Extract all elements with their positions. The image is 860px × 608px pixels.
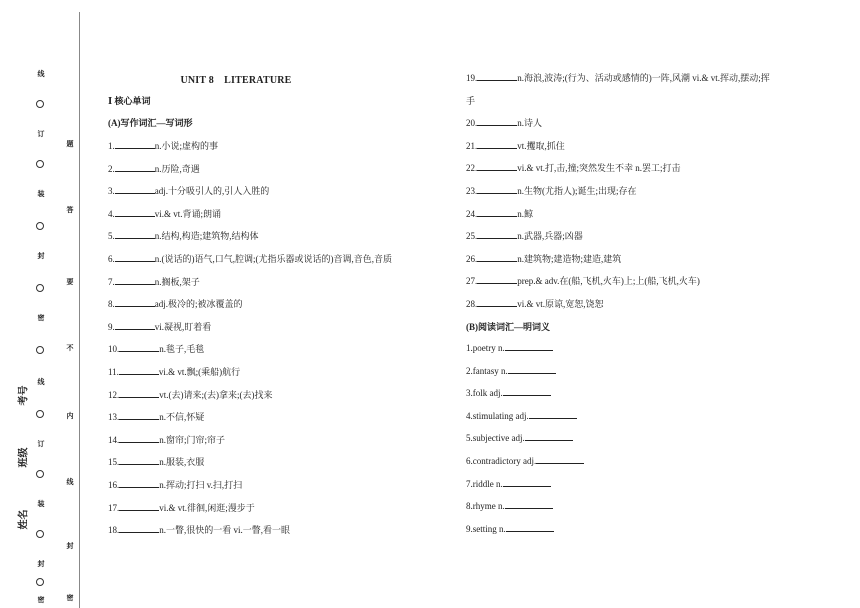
seal-char: 装: [37, 500, 45, 508]
warning-char: 不: [66, 344, 74, 352]
binding-margin: [0, 0, 80, 608]
reading-vocab-item: [466, 478, 551, 489]
vocab-item: [108, 455, 204, 468]
answer-blank[interactable]: [115, 253, 155, 262]
seal-char: 密: [37, 314, 45, 322]
reading-vocab-item: [466, 342, 553, 353]
answer-blank[interactable]: [115, 321, 155, 330]
answer-blank[interactable]: [115, 276, 155, 285]
reading-vocab-item: [466, 523, 554, 534]
seal-circle-icon: [36, 578, 44, 586]
vocab-item: [466, 297, 604, 310]
vocab-item: [466, 139, 565, 152]
item-definition: n.一瞥,很快的一看 vi.一瞥,看一眼: [159, 525, 291, 536]
reading-word: 7.riddle n.: [466, 478, 503, 489]
item-number: 15.: [108, 457, 120, 468]
item-number: 9.: [108, 321, 115, 332]
item-definition: vi.& vt.飘;(乘船)航行: [158, 367, 241, 377]
answer-blank[interactable]: [503, 387, 551, 396]
answer-blank[interactable]: [115, 185, 155, 194]
reading-vocab-item: [466, 410, 577, 421]
seal-circle-icon: [36, 160, 44, 168]
reading-word: 6.contradictory adj.: [466, 456, 537, 466]
student-info-column: [8, 0, 30, 608]
reading-word: 9.setting n.: [466, 523, 506, 534]
seal-circle-icon: [36, 222, 44, 230]
vocab-item: [108, 297, 243, 310]
vocab-item: [466, 229, 583, 242]
answer-blank[interactable]: [477, 162, 517, 171]
vocab-item: [108, 229, 259, 242]
item-definition: n.历险,奇遇: [154, 163, 200, 174]
item-definition: n.毯子,毛毯: [159, 344, 205, 355]
answer-blank[interactable]: [477, 117, 517, 126]
answer-blank[interactable]: [477, 208, 517, 217]
vocab-item: [466, 161, 681, 174]
vocab-item: [466, 274, 700, 287]
item-definition: prep.& adv.在(船,飞机,火车)上;上(船,飞机,火车): [517, 276, 700, 287]
reading-word: 5.subjective adj.: [466, 433, 525, 444]
core-words-heading: Ⅰ 核心单词: [108, 96, 151, 106]
item-definition: 手: [466, 95, 476, 106]
item-number: 22.: [466, 163, 478, 174]
vocab-item: [108, 162, 200, 175]
item-number: 12.: [108, 389, 120, 400]
vocab-item: [108, 410, 204, 423]
answer-blank[interactable]: [506, 523, 554, 532]
item-number: 8.: [108, 299, 115, 310]
item-definition: adj.极冷的;被冰覆盖的: [154, 299, 243, 310]
item-definition: n.(说话的)语气,口气,腔调;(尤指乐器或说话的)音调,音色,音质: [154, 254, 392, 264]
answer-blank[interactable]: [477, 185, 517, 194]
reading-word: 4.stimulating adj.: [466, 410, 529, 421]
answer-blank[interactable]: [119, 479, 159, 488]
name-label: 姓名: [18, 509, 30, 530]
answer-blank[interactable]: [119, 389, 159, 398]
answer-blank[interactable]: [119, 343, 159, 352]
item-definition: vi.& vt.背诵;朗诵: [154, 208, 222, 219]
seal-char: 线: [37, 70, 45, 78]
item-number: 3.: [108, 186, 115, 197]
item-definition: n.武器,兵器;凶器: [517, 231, 583, 242]
answer-blank[interactable]: [119, 411, 159, 420]
item-definition: n.建筑物;建造物;建造,建筑: [517, 253, 622, 264]
item-number: 21.: [466, 140, 478, 151]
item-definition: adj.十分吸引人的,引人入胜的: [154, 186, 270, 197]
reading-vocab-item: [466, 432, 573, 443]
item-definition: vi.& vt.原谅,宽恕,饶恕: [517, 299, 604, 309]
answer-blank[interactable]: [503, 478, 551, 487]
item-definition: vi.凝视,盯着看: [154, 321, 212, 332]
item-number: 20.: [466, 118, 478, 129]
answer-blank[interactable]: [119, 366, 159, 375]
seal-char: 封: [37, 252, 45, 260]
item-definition: vt.攫取,抓住: [517, 140, 565, 151]
seal-line-column: [32, 0, 50, 608]
item-definition: n.结构,构造;建筑物,结构体: [154, 231, 259, 242]
answer-blank[interactable]: [505, 342, 553, 351]
vocab-item: [108, 275, 200, 288]
warning-char: 要: [66, 278, 74, 286]
reading-vocab-item: [466, 365, 556, 376]
answer-blank[interactable]: [119, 524, 159, 533]
vocab-item: [466, 116, 542, 129]
warning-char: 线: [66, 478, 74, 486]
answer-blank[interactable]: [477, 230, 517, 239]
no-answer-warning-column: [64, 0, 76, 608]
vocab-item: [108, 342, 204, 355]
seal-char: 订: [37, 130, 45, 138]
reading-word: 8.rhyme n.: [466, 501, 505, 512]
seal-char: 装: [37, 190, 45, 198]
vocab-item: [108, 184, 269, 197]
seal-circle-icon: [36, 284, 44, 292]
item-number: 13.: [108, 412, 120, 423]
warning-char: 题: [66, 140, 74, 148]
seal-circle-icon: [36, 410, 44, 418]
item-number: 26.: [466, 253, 478, 264]
item-definition: n.不信,怀疑: [159, 412, 205, 423]
item-definition: vi.& vt.打,击,撞;突然发生不幸 n.罢工;打击: [517, 163, 681, 174]
answer-blank[interactable]: [115, 140, 155, 149]
answer-blank[interactable]: [119, 502, 159, 511]
item-number: 4.: [108, 208, 115, 219]
item-number: 10.: [108, 344, 120, 355]
item-number: 11.: [108, 367, 119, 377]
reading-vocab-item: [466, 500, 553, 511]
item-definition: n.窗帘;门帘;帘子: [159, 434, 226, 445]
item-number: 7.: [108, 276, 115, 287]
answer-blank[interactable]: [477, 275, 517, 284]
binding-line: [79, 12, 80, 608]
seal-char: 订: [37, 440, 45, 448]
item-definition: n.搁板,架子: [154, 276, 200, 287]
vocab-item: [466, 252, 621, 265]
seal-char: 线: [37, 378, 45, 386]
vocab-item: [466, 184, 637, 197]
answer-blank[interactable]: [115, 208, 155, 217]
answer-blank[interactable]: [536, 455, 584, 464]
exam-number-label: 考号: [18, 385, 30, 406]
seal-circle-icon: [36, 346, 44, 354]
warning-char: 密: [66, 594, 74, 602]
vocab-item: [108, 365, 240, 378]
vocab-item: [466, 71, 770, 84]
answer-blank[interactable]: [477, 72, 517, 81]
answer-blank[interactable]: [529, 410, 577, 419]
warning-char: 封: [66, 542, 74, 550]
item-number: 1.: [108, 141, 115, 151]
reading-vocab-heading: (B)阅读词汇—明词义: [466, 322, 550, 332]
item-number: 19.: [466, 73, 478, 83]
reading-word: 1.poetry n.: [466, 343, 505, 353]
item-number: 17.: [108, 502, 120, 513]
vocab-item: [108, 252, 392, 265]
answer-blank[interactable]: [508, 365, 556, 374]
vocab-item: [108, 433, 225, 446]
seal-char: 密: [37, 596, 45, 604]
item-number: 23.: [466, 186, 478, 196]
seal-circle-icon: [36, 470, 44, 478]
item-definition: n.挥动;打扫 v.扫,打扫: [159, 480, 243, 490]
answer-blank[interactable]: [115, 298, 155, 307]
item-definition: n.生物(尤指人);诞生;出现;存在: [517, 186, 637, 196]
item-definition: vi.& vt.徘徊,闲逛;漫步于: [159, 502, 255, 513]
answer-blank[interactable]: [477, 298, 517, 307]
item-number: 14.: [108, 434, 120, 445]
reading-vocab-item: [466, 387, 551, 398]
reading-word: 3.folk adj.: [466, 388, 503, 399]
answer-blank[interactable]: [119, 434, 159, 443]
item-definition: n.服装,衣服: [159, 457, 205, 468]
item-number: 16.: [108, 480, 120, 490]
item-definition: n.小说;虚构的事: [154, 141, 219, 151]
seal-circle-icon: [36, 100, 44, 108]
writing-vocab-heading: (A)写作词汇—写词形: [108, 118, 193, 128]
warning-char: 内: [66, 412, 74, 420]
answer-blank[interactable]: [115, 230, 155, 239]
item-number: 28.: [466, 299, 478, 309]
item-number: 27.: [466, 276, 478, 287]
answer-blank[interactable]: [525, 432, 573, 441]
item-definition: n.鲸: [517, 208, 534, 219]
unit-title: UNIT 8 LITERATURE: [180, 75, 292, 86]
vocab-item: [108, 501, 255, 514]
vocab-item: [108, 388, 273, 401]
vocab-item: [108, 207, 221, 220]
item-number: 5.: [108, 231, 115, 242]
vocab-item: [466, 94, 475, 107]
item-definition: vt.(去)请来;(去)拿来;(去)找来: [159, 389, 273, 400]
warning-char: 答: [66, 206, 74, 214]
answer-blank[interactable]: [477, 140, 517, 149]
vocab-item: [108, 523, 290, 536]
seal-circle-icon: [36, 530, 44, 538]
answer-blank[interactable]: [505, 500, 553, 509]
item-number: 2.: [108, 163, 115, 174]
item-number: 18.: [108, 525, 120, 536]
item-definition: n.海浪,波涛;(行为、活动或感情的)一阵,风潮 vi.& vt.挥动,摆动;挥: [517, 73, 770, 83]
item-number: 25.: [466, 231, 478, 242]
vocab-item: [108, 478, 242, 491]
answer-blank[interactable]: [119, 456, 159, 465]
vocab-item: [108, 320, 211, 333]
seal-char: 封: [37, 560, 45, 568]
reading-vocab-item: [466, 455, 584, 466]
item-number: 6.: [108, 254, 115, 264]
vocab-item: [108, 139, 218, 152]
class-label: 班级: [18, 447, 30, 468]
item-number: 24.: [466, 208, 478, 219]
reading-word: 2.fantasy n.: [466, 365, 508, 376]
item-definition: n.诗人: [517, 118, 543, 129]
vocab-item: [466, 207, 533, 220]
answer-blank[interactable]: [115, 163, 155, 172]
answer-blank[interactable]: [477, 253, 517, 262]
